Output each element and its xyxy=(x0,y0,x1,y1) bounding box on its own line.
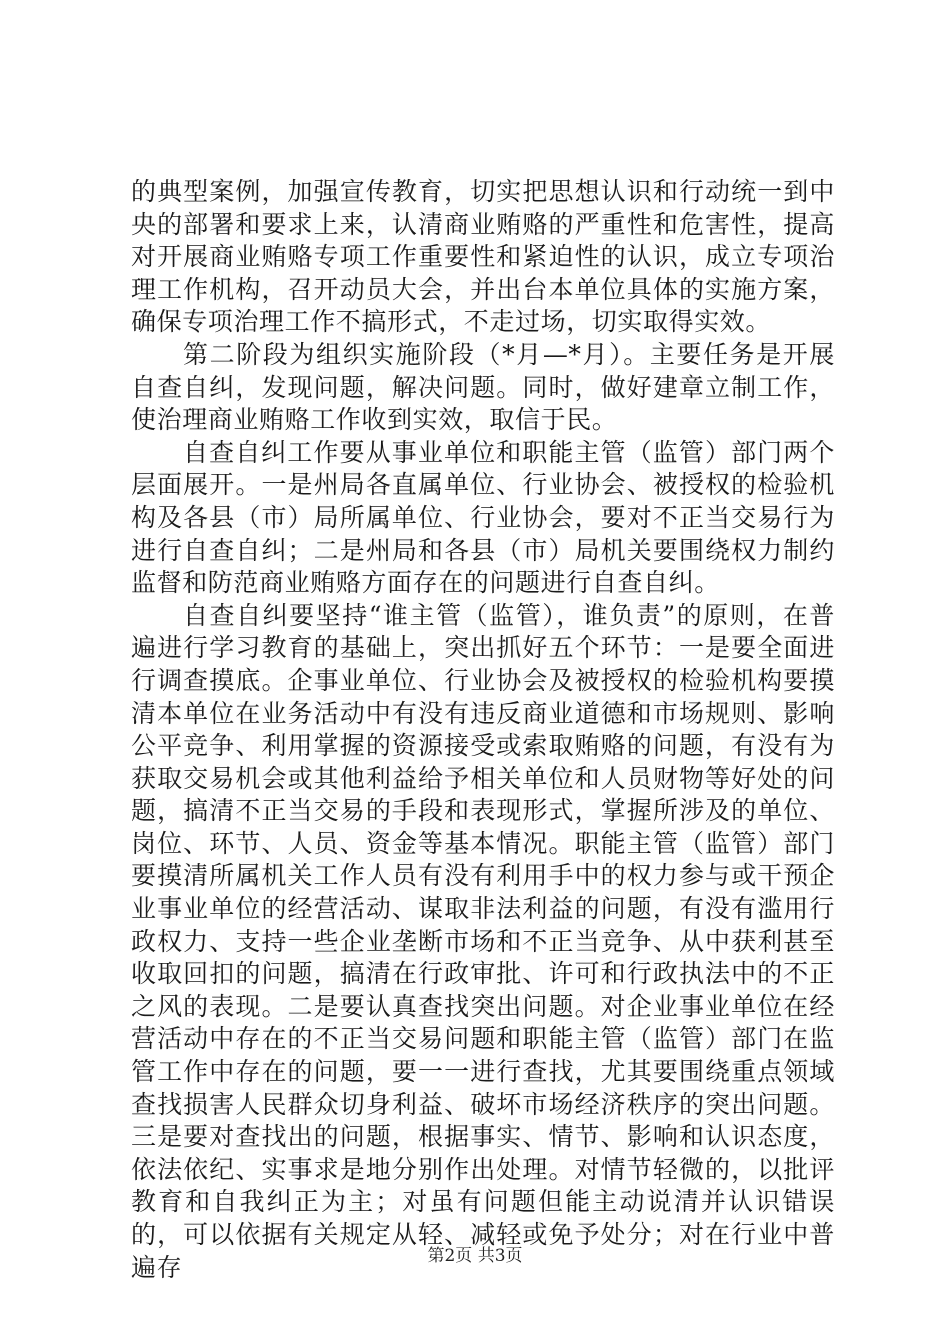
paragraph-4: 自查自纠要坚持“谁主管（监管），谁负责”的原则，在普遍进行学习教育的基础上，突出抓好五个环节：一是要全面进行调查摸底。企事业单位、行业协会及被授权的检验机构要摸清本单位在业务活动中有没有违反商业道德和市场规则、影响公平竞争、利用掌握的资源接受或索取贿赂的问题，有没有为获取交易机会或其他利益给予相关单位和人员财物等好处的问题，搞清不正当交易的手段和表现形式，掌握所涉及的单位、岗位、环节、人员、资金等基本情况。职能主管（监管）部门要摸清所属机关工作人员有没有利用手中的权力参与或干预企业事业单位的经营活动、谋取非法利益的问题，有没有滥用行政权力、支持一些企业垄断市场和不正当竞争、从中获利甚至收取回扣的问题，搞清在行政审批、许可和行政执法中的不正之风的表现。二是要认真查找突出问题。对企业事业单位在经营活动中存在的不正当交易问题和职能主管（监管）部门在监管工作中存在的问题，要一一进行查找，尤其要围绕重点领域查找损害人民群众切身利益、破坏市场经济秩序的突出问题。三是要对查找出的问题，根据事实、情节、影响和认识态度，依法依纪、实事求是地分别作出处理。对情节轻微的，以批评教育和自我纠正为主；对虽有问题但能主动说清并认识错误的，可以依据有关规定从轻、减轻或免予处分；对在行业中普遍存 xyxy=(131,600,835,1282)
paragraph-2: 第二阶段为组织实施阶段（*月—*月）。主要任务是开展自查自纠，发现问题，解决问题。同时，做好建章立制工作，使治理商业贿赂工作收到实效，取信于民。 xyxy=(131,339,835,435)
document-body xyxy=(131,176,835,1284)
paragraph-1: 的典型案例，加强宣传教育，切实把思想认识和行动统一到中央的部署和要求上来，认清商业贿赂的严重性和危害性，提高对开展商业贿赂专项工作重要性和紧迫性的认识，成立专项治理工作机构，召开动员大会，并出台本单位具体的实施方案，确保专项治理工作不搞形式，不走过场，切实取得实效。 xyxy=(131,177,835,337)
page-number-footer: 第2页 共3页 xyxy=(427,1246,523,1266)
paragraph-3: 自查自纠工作要从事业单位和职能主管（监管）部门两个层面展开。一是州局各直属单位、行业协会、被授权的检验机构及各县（市）局所属单位、行业协会，要对不正当交易行为进行自查自纠；二是州局和各县（市）局机关要围绕权力制约监督和防范商业贿赂方面存在的问题进行自查自纠。 xyxy=(131,437,835,598)
